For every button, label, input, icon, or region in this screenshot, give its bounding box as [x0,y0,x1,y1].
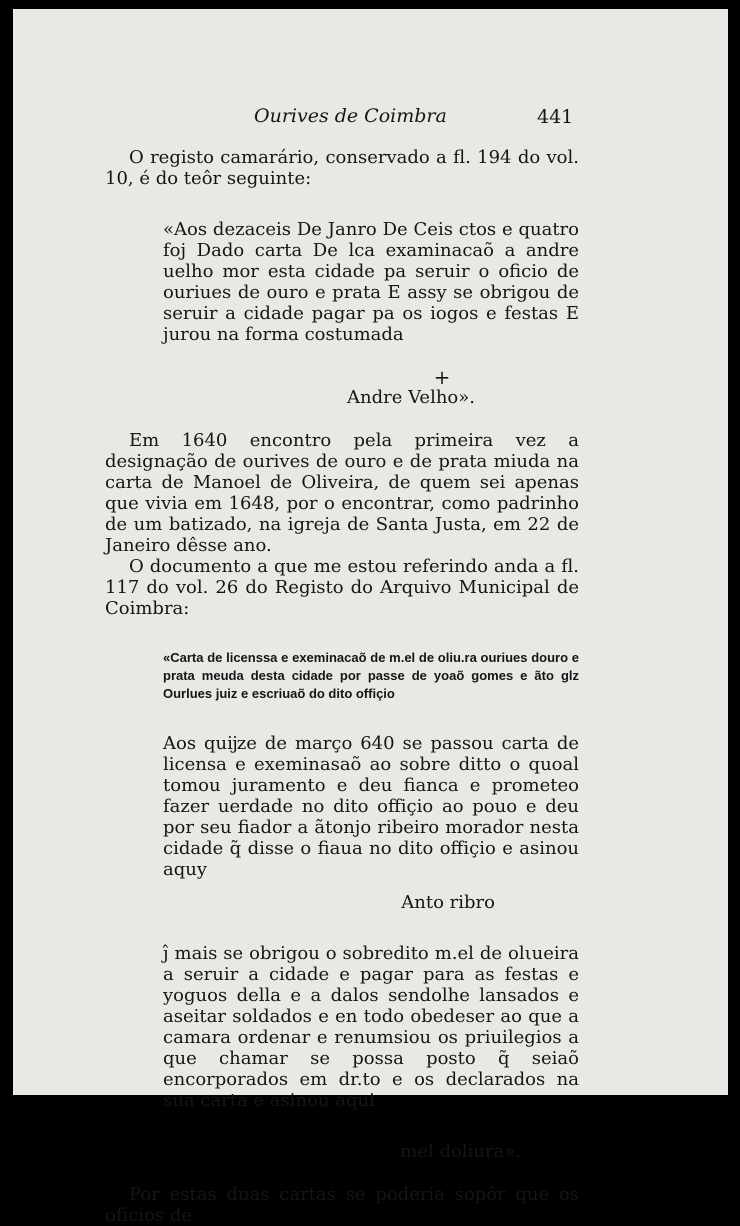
page-body [105,147,579,1226]
book-page [13,9,728,1226]
paragraph: O documento a que me estou referindo anda a fl. 117 do vol. 26 do Registo do Arquivo Municipal de Coimbra: [105,556,579,619]
paragraph: O registo camarário, conservado a fl. 194 do vol. 10, é do teôr seguinte: [105,147,579,189]
page-header [13,105,728,135]
quote-heading: «Carta de licenssa e exeminacaõ de m.el de oliu.ra ouriues douro e prata meuda desta cidade por passe de yoaõ gomes e ãto glz Ourlues juiz e escriuaõ do dito offiçio [163,650,579,701]
paragraph: Por estas duas cartas se poderia sopôr que os ofícios de [105,1184,579,1226]
running-title: Ourives de Coimbra [254,105,447,127]
page-number: 441 [537,106,574,128]
quote-obrigacao: ĵ mais se obrigou o sobredito m.el de olιueira a seruir a cidade e pagar para as festas e yoguos della e a dalos sendolhe lansados e aseitar soldados e en todo obedeser ao que a camara ordenar e renumsiou os priuilegios a que chamar se possa posto q̃ seiaõ encorporados em dr.to e os declarados na sua carta e asinou aqui [163,943,579,1111]
paragraph: Em 1640 encontro pela primeira vez a designação de ourives de ouro e de prata miuda na carta de Manoel de Oliveira, de quem sei apenas que vivia em 1648, por o encontrar, como padrinho de um batizado, na igreja de Santa Justa, em 22 de Janeiro dêsse ano. [105,430,579,556]
quote-registo: «Aos dezaceis De Janro De Ceis ctos e quatro foj Dado carta De lca examinacaõ a andre uelho mor esta cidade pa seruir o oficio de ouriues de ouro e prata E assy se obrigou de seruir a cidade pagar pa os iogos e festas E jurou na forma costumada [163,219,579,345]
signature: Andre Velho». [346,387,475,408]
signature: mel doliura». [400,1141,521,1162]
signature: Anto ribro [401,892,495,913]
cross-mark: + [433,365,451,389]
quote-carta: Aos quĳze de março 640 se passou carta de licensa e exeminasaõ ao sobre ditto o quoal tomou juramento e deu fianca e prometeo fazer uerdade no dito offiçio ao pouo e deu por seu fiador a ãtonjo ribeiro morador nesta cidade q̃ disse o fiaua no dito offiçio e asinou aquy [163,733,579,880]
